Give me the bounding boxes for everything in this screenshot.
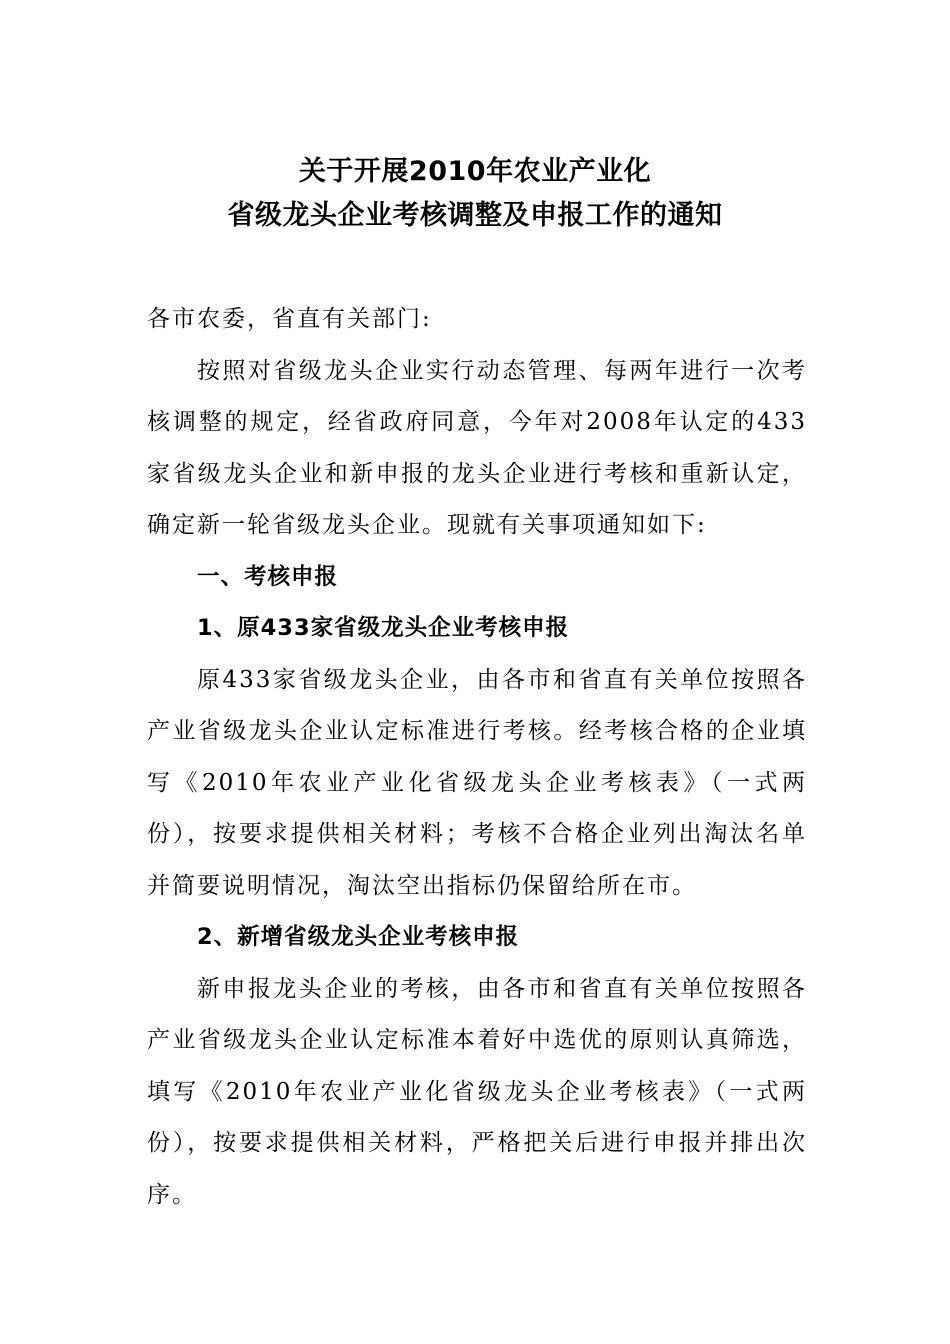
subsection-heading-1: 1、原433家省级龙头企业考核申报 <box>197 615 570 641</box>
subsection-paragraph-1: 原433家省级龙头企业，由各市和省直有关单位按照各产业省级龙头企业认定标准进行考核。经考核合格的企业填写《2010年农业产业化省级龙头企业考核表》（一式两份），按要求提供相关材料；考核不合格企业列出淘汰名单并简要说明情况，淘汰空出指标仍保留给所在市。 <box>147 666 807 899</box>
salutation: 各市农委，省直有关部门: <box>147 306 432 332</box>
document-title <box>0 150 950 238</box>
subsection-paragraph-2: 新申报龙头企业的考核，由各市和省直有关单位按照各产业省级龙头企业认定标准本着好中选优的原则认真筛选，填写《2010年农业产业化省级龙头企业考核表》（一式两份），按要求提供相关材料，严格把关后进行申报并排出次序。 <box>147 975 807 1208</box>
section-heading-1: 一、考核申报 <box>197 563 339 590</box>
title-line-2: 省级龙头企业考核调整及申报工作的通知 <box>227 200 723 231</box>
document-body <box>147 294 807 1221</box>
intro-paragraph: 按照对省级龙头企业实行动态管理、每两年进行一次考核调整的规定，经省政府同意，今年对2008年认定的433家省级龙头企业和新申报的龙头企业进行考核和重新认定，确定新一轮省级龙头企业。现就有关事项通知如下: <box>147 357 807 538</box>
subsection-heading-2: 2、新增省级龙头企业考核申报 <box>197 924 520 950</box>
title-line-1: 关于开展2010年农业产业化 <box>298 156 652 187</box>
